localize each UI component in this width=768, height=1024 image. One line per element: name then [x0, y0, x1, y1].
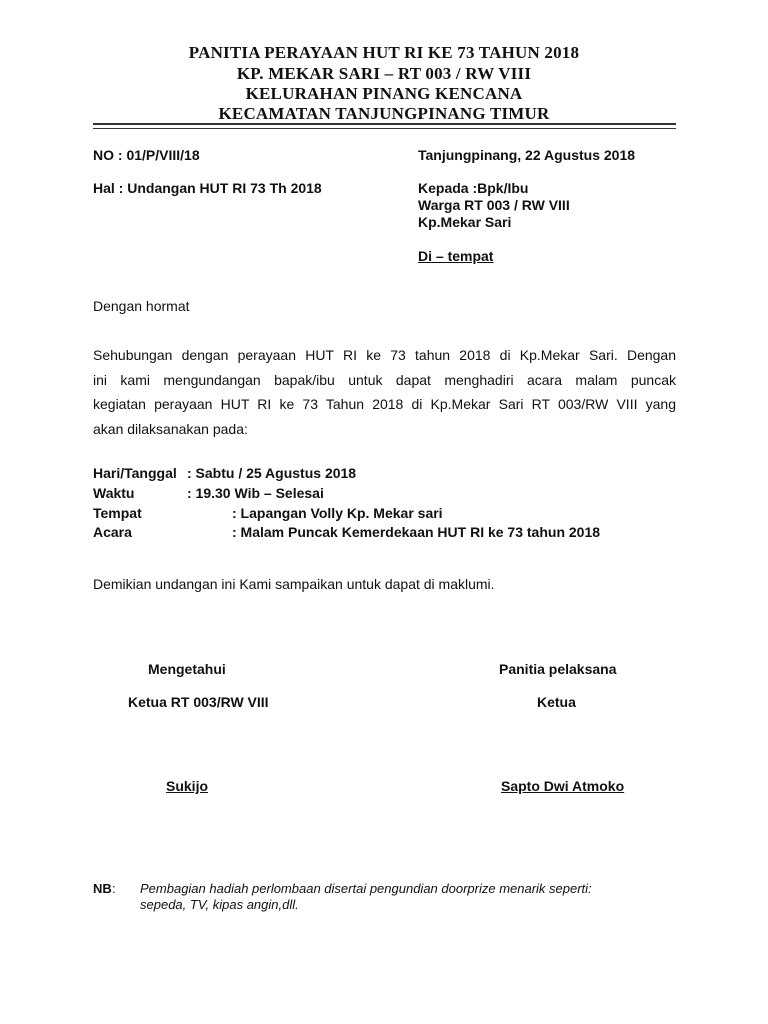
detail-date-label: Hari/Tanggal [93, 465, 177, 481]
body-paragraph-line: akan dilaksanakan pada: [93, 420, 248, 437]
body-paragraph [93, 343, 676, 441]
detail-event-label: Acara [93, 524, 132, 540]
recipient-line-1: Kepada :Bpk/Ibu [418, 180, 529, 196]
letter-subject: Hal : Undangan HUT RI 73 Th 2018 [93, 180, 322, 196]
signature-left-title: Mengetahui [148, 661, 226, 677]
body-paragraph-line: kegiatan perayaan HUT RI ke 73 Tahun 2018 di Kp.Mekar Sari RT 003/RW VIII yang [93, 396, 676, 412]
detail-time-value: : 19.30 Wib – Selesai [187, 485, 324, 501]
detail-date-value: : Sabtu / 25 Agustus 2018 [187, 465, 357, 481]
letter-number: NO : 01/P/VIII/18 [93, 147, 200, 163]
signature-right-title: Panitia pelaksana [499, 661, 617, 677]
recipient-line-3: Kp.Mekar Sari [418, 214, 512, 230]
header-line-4: KECAMATAN TANJUNGPINANG TIMUR [218, 104, 550, 123]
header-line-3: KELURAHAN PINANG KENCANA [245, 84, 523, 103]
header-line-1: PANITIA PERAYAAN HUT RI KE 73 TAHUN 2018 [188, 43, 580, 62]
note-line-1: Pembagian hadiah perlombaan disertai pengundian doorprize menarik seperti: [140, 881, 592, 896]
greeting: Dengan hormat [93, 298, 190, 314]
body-paragraph-line: ini kami mengundangan bapak/ibu untuk dapat menghadiri acara malam puncak [93, 371, 676, 388]
note-colon: : [112, 881, 116, 896]
header-line-2: KP. MEKAR SARI – RT 003 / RW VIII [236, 64, 532, 83]
detail-place-value: : Lapangan Volly Kp. Mekar sari [232, 505, 443, 521]
signature-right-role: Ketua [537, 694, 576, 710]
detail-time-label: Waktu [93, 485, 135, 501]
header-divider-thin [93, 128, 676, 129]
note-label: NB [93, 881, 112, 896]
body-paragraph-line: Sehubungan dengan perayaan HUT RI ke 73 tahun 2018 di Kp.Mekar Sari. Dengan [93, 347, 676, 363]
signature-right-name: Sapto Dwi Atmoko [501, 778, 625, 794]
header-divider-thick [93, 123, 676, 125]
closing-sentence: Demikian undangan ini Kami sampaikan untuk dapat di maklumi. [93, 576, 495, 592]
signature-left-name: Sukijo [166, 778, 209, 794]
note-line-2: sepeda, TV, kipas angin,dll. [140, 897, 299, 912]
signature-left-role: Ketua RT 003/RW VIII [128, 694, 269, 710]
recipient-place: Di – tempat [418, 248, 494, 264]
detail-event-value: : Malam Puncak Kemerdekaan HUT RI ke 73 tahun 2018 [232, 524, 601, 540]
place-date: Tanjungpinang, 22 Agustus 2018 [418, 147, 636, 163]
detail-place-label: Tempat [93, 505, 142, 521]
recipient-line-2: Warga RT 003 / RW VIII [418, 197, 570, 213]
